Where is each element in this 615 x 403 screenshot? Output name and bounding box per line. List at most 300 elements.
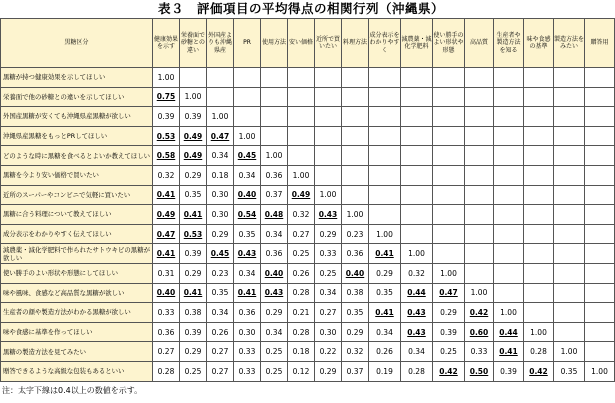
empty-cell	[342, 126, 369, 146]
correlation-cell: 0.30	[234, 322, 261, 342]
empty-cell	[465, 68, 494, 88]
correlation-cell: 0.32	[153, 165, 180, 185]
empty-cell	[369, 146, 401, 166]
table-row	[1, 303, 615, 323]
empty-cell	[524, 107, 554, 127]
empty-cell	[494, 205, 524, 225]
correlation-cell: 1.00	[234, 126, 261, 146]
empty-cell	[234, 87, 261, 107]
correlation-cell: 0.34	[234, 165, 261, 185]
column-header: 使い勝手のよい形状や形態	[433, 19, 465, 68]
correlation-cell: 0.27	[153, 342, 180, 362]
correlation-cell: 0.40	[153, 283, 180, 303]
empty-cell	[315, 126, 342, 146]
column-header: 安い価格	[288, 19, 315, 68]
correlation-cell: 0.32	[288, 205, 315, 225]
correlation-cell: 0.47	[433, 283, 465, 303]
empty-cell	[494, 146, 524, 166]
column-header: 料理方法	[342, 19, 369, 68]
correlation-cell: 0.33	[465, 342, 494, 362]
column-header: 減農薬・減化学肥料	[401, 19, 433, 68]
correlation-cell: 0.75	[153, 87, 180, 107]
correlation-cell: 0.43	[401, 303, 433, 323]
table-row	[1, 244, 615, 264]
empty-cell	[433, 107, 465, 127]
correlation-cell: 1.00	[153, 68, 180, 88]
correlation-cell: 0.34	[207, 303, 234, 323]
empty-cell	[494, 283, 524, 303]
empty-cell	[315, 87, 342, 107]
table-row	[1, 146, 615, 166]
row-label: 減農薬・減化学肥料で作られたサトウキビの黒糖が欲しい	[1, 244, 153, 264]
empty-cell	[524, 224, 554, 244]
empty-cell	[465, 224, 494, 244]
correlation-cell: 0.49	[180, 146, 207, 166]
empty-cell	[369, 165, 401, 185]
correlation-matrix-table	[0, 18, 615, 382]
empty-cell	[180, 68, 207, 88]
correlation-cell: 0.47	[153, 224, 180, 244]
empty-cell	[315, 107, 342, 127]
empty-cell	[288, 126, 315, 146]
empty-cell	[524, 283, 554, 303]
correlation-cell: 1.00	[465, 283, 494, 303]
empty-cell	[401, 205, 433, 225]
correlation-cell: 0.28	[524, 342, 554, 362]
correlation-cell: 0.27	[207, 342, 234, 362]
correlation-cell: 0.49	[180, 126, 207, 146]
empty-cell	[234, 68, 261, 88]
empty-cell	[524, 165, 554, 185]
empty-cell	[433, 126, 465, 146]
correlation-cell: 0.29	[180, 342, 207, 362]
table-row	[1, 205, 615, 225]
column-header: 成分表示をわかりやすく	[369, 19, 401, 68]
empty-cell	[585, 303, 615, 323]
correlation-cell: 0.30	[207, 185, 234, 205]
correlation-cell: 0.29	[369, 263, 401, 283]
correlation-cell: 1.00	[554, 342, 585, 362]
correlation-cell: 0.22	[315, 342, 342, 362]
empty-cell	[585, 322, 615, 342]
table-row	[1, 185, 615, 205]
empty-cell	[494, 68, 524, 88]
empty-cell	[433, 185, 465, 205]
empty-cell	[369, 185, 401, 205]
correlation-cell: 0.42	[433, 361, 465, 381]
correlation-cell: 0.43	[315, 205, 342, 225]
correlation-cell: 1.00	[180, 87, 207, 107]
correlation-cell: 0.25	[433, 342, 465, 362]
empty-cell	[465, 165, 494, 185]
empty-cell	[524, 146, 554, 166]
table-row	[1, 107, 615, 127]
correlation-cell: 0.12	[288, 361, 315, 381]
correlation-cell: 1.00	[369, 224, 401, 244]
empty-cell	[465, 146, 494, 166]
empty-cell	[524, 263, 554, 283]
table-row	[1, 322, 615, 342]
correlation-cell: 0.18	[288, 342, 315, 362]
empty-cell	[369, 68, 401, 88]
empty-cell	[288, 68, 315, 88]
correlation-cell: 0.39	[153, 107, 180, 127]
empty-cell	[524, 126, 554, 146]
empty-cell	[524, 205, 554, 225]
empty-cell	[261, 87, 288, 107]
row-label: 味や食感に基準を作ってほしい	[1, 322, 153, 342]
empty-cell	[585, 68, 615, 88]
column-header: 生産者や製造方法を知る	[494, 19, 524, 68]
empty-cell	[554, 283, 585, 303]
empty-cell	[585, 224, 615, 244]
correlation-cell: 0.25	[261, 361, 288, 381]
empty-cell	[494, 263, 524, 283]
empty-cell	[494, 87, 524, 107]
empty-cell	[433, 165, 465, 185]
table-row	[1, 87, 615, 107]
empty-cell	[401, 68, 433, 88]
empty-cell	[342, 146, 369, 166]
empty-cell	[494, 165, 524, 185]
empty-cell	[554, 322, 585, 342]
empty-cell	[401, 224, 433, 244]
correlation-cell: 0.47	[207, 126, 234, 146]
empty-cell	[369, 107, 401, 127]
correlation-cell: 0.43	[261, 283, 288, 303]
empty-cell	[524, 244, 554, 264]
empty-cell	[585, 87, 615, 107]
column-header: 使用方法	[261, 19, 288, 68]
empty-cell	[585, 165, 615, 185]
correlation-cell: 0.35	[180, 185, 207, 205]
footnote: 注：太字下線は0.4以上の数値を示す。	[2, 385, 143, 395]
correlation-cell: 0.34	[315, 283, 342, 303]
column-header: 外国産よりも沖縄県産	[207, 19, 234, 68]
correlation-cell: 0.36	[261, 165, 288, 185]
correlation-cell: 0.29	[261, 303, 288, 323]
correlation-cell: 0.41	[153, 185, 180, 205]
empty-cell	[433, 224, 465, 244]
empty-cell	[585, 244, 615, 264]
correlation-cell: 0.29	[180, 165, 207, 185]
correlation-cell: 0.27	[288, 224, 315, 244]
table-row	[1, 342, 615, 362]
empty-cell	[494, 224, 524, 244]
correlation-cell: 0.29	[433, 303, 465, 323]
correlation-cell: 0.33	[153, 303, 180, 323]
correlation-cell: 0.35	[234, 224, 261, 244]
empty-cell	[465, 263, 494, 283]
correlation-cell: 0.26	[207, 322, 234, 342]
correlation-cell: 0.53	[153, 126, 180, 146]
correlation-cell: 1.00	[401, 244, 433, 264]
column-header: 味や食感の基準	[524, 19, 554, 68]
empty-cell	[465, 185, 494, 205]
table-row	[1, 126, 615, 146]
empty-cell	[585, 205, 615, 225]
correlation-cell: 0.25	[180, 361, 207, 381]
row-label: 栄養面で他の砂糖との違いを示してほしい	[1, 87, 153, 107]
correlation-cell: 0.41	[180, 205, 207, 225]
empty-cell	[554, 205, 585, 225]
correlation-cell: 0.42	[524, 361, 554, 381]
correlation-cell: 0.33	[234, 361, 261, 381]
row-label: 成分表示をわかりやすく伝えてほしい	[1, 224, 153, 244]
table-row	[1, 68, 615, 88]
empty-cell	[585, 283, 615, 303]
correlation-cell: 0.37	[342, 361, 369, 381]
empty-cell	[401, 87, 433, 107]
correlation-cell: 0.41	[369, 244, 401, 264]
correlation-cell: 0.34	[261, 224, 288, 244]
correlation-cell: 0.33	[234, 342, 261, 362]
column-header: 贈答用	[585, 19, 615, 68]
empty-cell	[465, 87, 494, 107]
correlation-cell: 0.36	[153, 322, 180, 342]
empty-cell	[401, 126, 433, 146]
row-label: 沖縄県産黒糖をもっとPRしてほしい	[1, 126, 153, 146]
empty-cell	[465, 126, 494, 146]
correlation-cell: 0.40	[342, 263, 369, 283]
correlation-cell: 0.44	[401, 283, 433, 303]
empty-cell	[261, 107, 288, 127]
correlation-cell: 0.32	[401, 263, 433, 283]
empty-cell	[585, 263, 615, 283]
correlation-cell: 0.40	[234, 185, 261, 205]
empty-cell	[465, 205, 494, 225]
correlation-cell: 0.30	[207, 205, 234, 225]
empty-cell	[524, 68, 554, 88]
empty-cell	[315, 68, 342, 88]
correlation-cell: 0.49	[288, 185, 315, 205]
correlation-cell: 1.00	[288, 165, 315, 185]
correlation-cell: 0.36	[234, 303, 261, 323]
table-row	[1, 224, 615, 244]
empty-cell	[261, 68, 288, 88]
empty-cell	[342, 68, 369, 88]
correlation-cell: 0.27	[315, 303, 342, 323]
correlation-cell: 1.00	[342, 205, 369, 225]
correlation-cell: 0.33	[315, 244, 342, 264]
empty-cell	[554, 87, 585, 107]
row-label: 黒糖に合う料理について教えてほしい	[1, 205, 153, 225]
header-row	[1, 19, 615, 68]
empty-cell	[261, 126, 288, 146]
column-header: PR	[234, 19, 261, 68]
correlation-cell: 0.41	[234, 283, 261, 303]
column-header: 栄養面で砂糖との違い	[180, 19, 207, 68]
correlation-cell: 0.23	[342, 224, 369, 244]
empty-cell	[433, 87, 465, 107]
correlation-cell: 1.00	[207, 107, 234, 127]
correlation-cell: 0.35	[207, 283, 234, 303]
empty-cell	[369, 126, 401, 146]
correlation-cell: 0.34	[261, 322, 288, 342]
correlation-cell: 0.41	[494, 342, 524, 362]
row-label: 黒糖が持つ健康効果を示してほしい	[1, 68, 153, 88]
correlation-cell: 0.45	[234, 146, 261, 166]
empty-cell	[494, 107, 524, 127]
correlation-cell: 0.42	[465, 303, 494, 323]
empty-cell	[465, 244, 494, 264]
correlation-cell: 0.38	[180, 303, 207, 323]
empty-cell	[585, 146, 615, 166]
correlation-cell: 0.31	[153, 263, 180, 283]
empty-cell	[554, 146, 585, 166]
empty-cell	[585, 107, 615, 127]
row-label: 黒糖の製造方法を見てみたい	[1, 342, 153, 362]
correlation-cell: 0.39	[180, 322, 207, 342]
empty-cell	[342, 165, 369, 185]
correlation-cell: 0.43	[401, 322, 433, 342]
correlation-cell: 0.36	[342, 244, 369, 264]
column-header: 製造方法をみたい	[554, 19, 585, 68]
empty-cell	[401, 185, 433, 205]
empty-cell	[554, 244, 585, 264]
empty-cell	[554, 224, 585, 244]
correlation-cell: 0.41	[180, 283, 207, 303]
empty-cell	[288, 107, 315, 127]
correlation-cell: 0.34	[369, 322, 401, 342]
correlation-cell: 0.58	[153, 146, 180, 166]
correlation-cell: 0.36	[261, 244, 288, 264]
empty-cell	[288, 87, 315, 107]
table-row	[1, 283, 615, 303]
correlation-cell: 0.18	[207, 165, 234, 185]
correlation-cell: 0.54	[234, 205, 261, 225]
empty-cell	[234, 107, 261, 127]
correlation-cell: 0.48	[261, 205, 288, 225]
row-label: 贈答できるような高級な包装もあるといい	[1, 361, 153, 381]
empty-cell	[554, 107, 585, 127]
correlation-cell: 0.29	[180, 263, 207, 283]
correlation-cell: 0.25	[261, 342, 288, 362]
correlation-cell: 0.49	[153, 205, 180, 225]
correlation-cell: 0.29	[315, 361, 342, 381]
row-label: 生産者の顔や製造方法がわかる黒糖が欲しい	[1, 303, 153, 323]
empty-cell	[524, 185, 554, 205]
correlation-cell: 0.50	[465, 361, 494, 381]
correlation-cell: 1.00	[524, 322, 554, 342]
correlation-cell: 0.28	[288, 283, 315, 303]
empty-cell	[433, 146, 465, 166]
empty-cell	[315, 165, 342, 185]
correlation-cell: 0.35	[554, 361, 585, 381]
empty-cell	[401, 146, 433, 166]
correlation-cell: 0.29	[315, 224, 342, 244]
empty-cell	[554, 185, 585, 205]
row-label: 使い勝手のよい形状や形態にしてほしい	[1, 263, 153, 283]
correlation-cell: 0.30	[315, 322, 342, 342]
correlation-cell: 0.35	[369, 283, 401, 303]
empty-cell	[369, 87, 401, 107]
row-label: 外国産黒糖が安くても沖縄県産黒糖が欲しい	[1, 107, 153, 127]
correlation-cell: 1.00	[433, 263, 465, 283]
correlation-cell: 0.60	[465, 322, 494, 342]
correlation-cell: 0.35	[342, 303, 369, 323]
empty-cell	[401, 165, 433, 185]
correlation-cell: 0.43	[234, 244, 261, 264]
table-title: 表３ 評価項目の平均得点の相関行列（沖縄県）	[157, 1, 444, 16]
empty-cell	[554, 165, 585, 185]
empty-cell	[288, 146, 315, 166]
correlation-cell: 0.29	[342, 322, 369, 342]
empty-cell	[554, 263, 585, 283]
correlation-cell: 0.39	[180, 244, 207, 264]
empty-cell	[207, 87, 234, 107]
empty-cell	[433, 205, 465, 225]
empty-cell	[342, 87, 369, 107]
correlation-cell: 0.23	[207, 263, 234, 283]
correlation-cell: 0.44	[494, 322, 524, 342]
column-header: 健康効果を示す	[153, 19, 180, 68]
empty-cell	[401, 107, 433, 127]
correlation-cell: 0.34	[207, 146, 234, 166]
correlation-cell: 0.41	[369, 303, 401, 323]
empty-cell	[554, 126, 585, 146]
table-row	[1, 165, 615, 185]
correlation-cell: 0.28	[153, 361, 180, 381]
empty-cell	[315, 146, 342, 166]
correlation-cell: 0.25	[288, 244, 315, 264]
empty-cell	[465, 107, 494, 127]
correlation-cell: 0.53	[180, 224, 207, 244]
empty-cell	[585, 126, 615, 146]
correlation-cell: 0.39	[494, 361, 524, 381]
correlation-cell: 1.00	[494, 303, 524, 323]
correlation-cell: 0.41	[153, 244, 180, 264]
correlation-cell: 0.39	[180, 107, 207, 127]
row-label: 黒糖を今より安い価格で買いたい	[1, 165, 153, 185]
correlation-cell: 0.39	[433, 322, 465, 342]
row-label: 味や風味、食感など高品質な黒糖が欲しい	[1, 283, 153, 303]
correlation-cell: 0.45	[207, 244, 234, 264]
empty-cell	[433, 244, 465, 264]
correlation-cell: 1.00	[261, 146, 288, 166]
empty-cell	[207, 68, 234, 88]
empty-cell	[494, 244, 524, 264]
table-row	[1, 361, 615, 381]
correlation-cell: 1.00	[585, 361, 615, 381]
empty-cell	[524, 87, 554, 107]
correlation-cell: 0.29	[207, 224, 234, 244]
correlation-cell: 1.00	[315, 185, 342, 205]
column-header: 近所で買いたい	[315, 19, 342, 68]
empty-cell	[524, 303, 554, 323]
correlation-cell: 0.38	[342, 283, 369, 303]
correlation-cell: 0.40	[261, 263, 288, 283]
correlation-cell: 0.25	[315, 263, 342, 283]
correlation-cell: 0.32	[342, 342, 369, 362]
correlation-cell: 0.28	[401, 361, 433, 381]
empty-cell	[494, 185, 524, 205]
correlation-cell: 0.34	[401, 342, 433, 362]
corner-header: 黒糖区分	[1, 19, 153, 68]
empty-cell	[585, 185, 615, 205]
correlation-cell: 0.26	[288, 263, 315, 283]
correlation-cell: 0.37	[261, 185, 288, 205]
correlation-cell: 0.19	[369, 361, 401, 381]
empty-cell	[554, 68, 585, 88]
column-header: 高品質	[465, 19, 494, 68]
correlation-cell: 0.27	[207, 361, 234, 381]
correlation-cell: 0.21	[288, 303, 315, 323]
empty-cell	[433, 68, 465, 88]
empty-cell	[342, 185, 369, 205]
empty-cell	[554, 303, 585, 323]
table-row	[1, 263, 615, 283]
